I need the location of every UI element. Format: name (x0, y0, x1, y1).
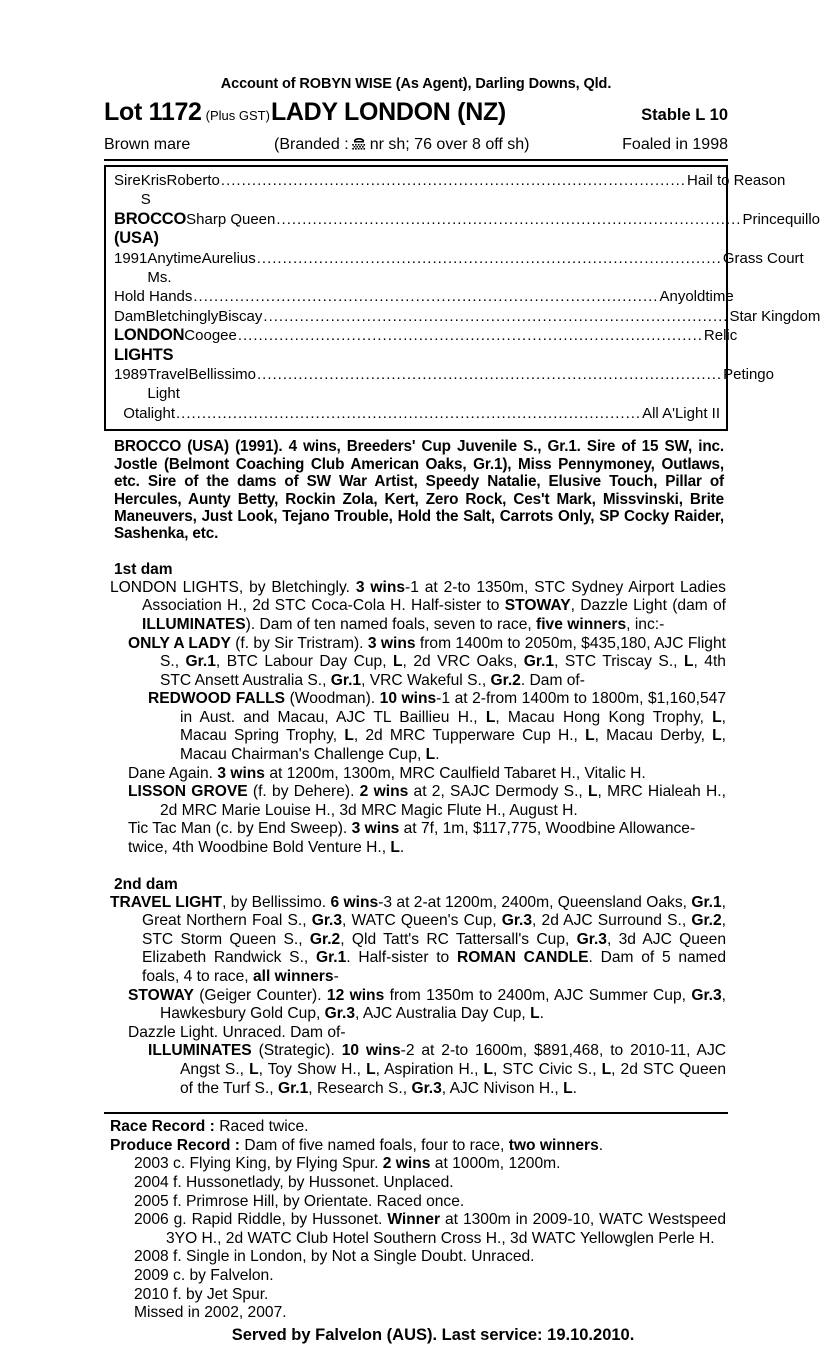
pedigree-cell-generation-1: LONDON LIGHTS (114, 326, 185, 364)
plus-gst-note: (Plus GST) (205, 108, 270, 123)
pedigree-cell-generation-3 (189, 365, 780, 404)
dot-leader: .......................................................................................... (263, 307, 729, 325)
pedigree-cell-generation-1 (106, 287, 114, 306)
pedigree-cell-generation-3 (114, 287, 740, 306)
brand-description (274, 134, 530, 154)
pedigree-cell-generation-1: 1991 (114, 249, 148, 267)
pedigree-parent-name: Aurelius (201, 249, 256, 267)
branded-prefix: (Branded : (274, 136, 349, 153)
produce-record-item: 2003 c. Flying King, by Flying Spur. 2 wins at 1000m, 1200m. (134, 1155, 561, 1173)
pedigree-entry: REDWOOD FALLS (Woodman). 10 wins-1 at 2-from 1400m to 1800m, $1,160,547 in Aust. and Macau, AJC TL Baillieu H., L, Macau Hong Kong Trophy, L, Macau Spring Trophy, L, 2d MRC Tupperware Cup H., L, Macau Derby, L, Macau Chairman's Challenge Cup, L. (148, 690, 727, 764)
dot-leader: .......................................................................................... (257, 366, 723, 384)
produce-record-line (104, 1137, 728, 1156)
pedigree-entry: LONDON LIGHTS, by Bletchingly. 3 wins-1 at 2-to 1350m, STC Sydney Airport Ladies Association H., 2d STC Coca-Cola H. Half-sister to STOWAY, Dazzle Light (dam of ILLUMINATES). Dam of ten named foals, seven to race, five winners, inc:- (110, 578, 726, 633)
dot-leader: .......................................................................................... (276, 210, 742, 228)
pedigree-cell-generation-3 (218, 307, 826, 326)
pedigree-cell-generation-3 (186, 210, 826, 249)
pedigree-cell-generation-2: Anytime Ms. (147, 249, 202, 287)
pedigree-parent-name: Coogee (184, 327, 237, 345)
records-section (104, 1112, 728, 1345)
pedigree-grandparent-name: Hail to Reason (686, 172, 786, 189)
produce-record-item: 2010 f. by Jet Spur. (134, 1285, 269, 1303)
pedigree-cell-generation-3 (202, 249, 810, 288)
first-dam-entries (104, 579, 728, 858)
dot-leader: .......................................................................................... (220, 172, 686, 189)
records-divider (104, 1112, 728, 1114)
pedigree-parent-name: Hold Hands (114, 288, 193, 306)
lot-title-line (104, 98, 728, 127)
produce-list (104, 1155, 728, 1322)
produce-record-value: Dam of five named foals, four to race, two winners. (244, 1136, 604, 1154)
first-dam-heading: 1st dam (114, 560, 173, 578)
pedigree-row (106, 307, 821, 326)
pedigree-parent-name: Bellissimo (188, 366, 257, 384)
pedigree-row (106, 365, 774, 404)
pedigree-entry: TRAVEL LIGHT, by Bellissimo. 6 wins-3 at 2-at 1200m, 2400m, Queensland Oaks, Gr.1, Great Northern Foal S., Gr.3, WATC Queen's Cup, Gr.3, 2d AJC Surround S., Gr.2, STC Storm Queen S., Gr.2, Qld Tatt's RC Tattersall's Cup, Gr.3, 3d AJC Queen Elizabeth Randwick S., Gr.1. Half-sister to ROMAN CANDLE. Dam of 5 named foals, 4 to race, all winners- (110, 893, 727, 985)
pedigree-entry: Dane Again. 3 wins at 1200m, 1300m, MRC Caulfield Tabaret H., Vitalic H. (128, 764, 646, 782)
pedigree-grandparent-name: Star Kingdom (729, 307, 821, 325)
race-record-label: Race Record : (110, 1118, 215, 1136)
branded-suffix: nr sh; 76 over 8 off sh) (369, 136, 530, 153)
pedigree-grandparent-name: Relic (703, 327, 738, 345)
pedigree-grandparent-name: Anyoldtime (659, 288, 734, 306)
pedigree-cell-generation-3 (123, 404, 726, 423)
pedigree-cell-generation-1: 1989 (114, 366, 148, 384)
horse-description-line (104, 134, 728, 154)
foaled-year: Foaled in 1998 (622, 136, 728, 153)
pedigree-row (106, 326, 738, 365)
pedigree-cell-generation-2: Bletchingly (145, 307, 219, 325)
account-line: Account of ROBYN WISE (As Agent), Darling Downs, Qld. (220, 76, 612, 92)
pedigree-parent-name: Otalight (123, 404, 175, 422)
produce-record-label: Produce Record : (110, 1136, 240, 1154)
pedigree-cell-generation-1: Dam (114, 307, 146, 325)
catalogue-page (104, 0, 821, 1345)
pedigree-row (106, 404, 726, 423)
race-record-line (104, 1118, 728, 1137)
horse-brand-symbol-icon (351, 136, 368, 151)
pedigree-row (106, 249, 804, 288)
sire-summary-paragraph: BROCCO (USA) (1991). 4 wins, Breeders' Cup Juvenile S., Gr.1. Sire of 15 SW, inc. Jostle (Belmont Coaching Club American Oaks, Gr.1), Miss Pennymoney, Outlaws, etc. Sire of the dams of SW War Artist, Speedy Natalie, Elusive Touch, Pillar of Hercules, Aunty Betty, Rockin Zola, Kert, Zero Rock, Ces't Mark, Missvinski, Brite Maneuvers, Just Look, Tejano Trouble, Hold the Salt, Carrots Only, SP Cocky Raider, Sashenka, etc. (114, 438, 724, 543)
pedigree-cell-generation-3 (184, 326, 743, 365)
produce-record-item: 2008 f. Single in London, by Not a Single Doubt. Unraced. (134, 1248, 535, 1266)
pedigree-cell-generation-2: Kris S (140, 172, 167, 209)
pedigree-cell-generation-1 (106, 404, 119, 423)
pedigree-entry: Dazzle Light. Unraced. Dam of- (128, 1023, 346, 1041)
served-by-line: Served by Falvelon (AUS). Last service: 19.10.2010. (231, 1325, 635, 1344)
pedigree-cell-generation-1: Sire (114, 172, 141, 189)
stable-label: Stable L 10 (641, 106, 728, 124)
dot-leader: .......................................................................................... (193, 288, 659, 306)
horse-name: LADY LONDON (NZ) (270, 98, 506, 126)
pedigree-entry: LISSON GROVE (f. by Dehere). 2 wins at 2, SAJC Dermody S., L, MRC Hialeah H., 2d MRC Marie Louise H., 3d MRC Magic Flute H., August H. (128, 783, 726, 819)
dot-leader: .......................................................................................... (176, 404, 642, 422)
dot-leader: .......................................................................................... (256, 249, 722, 267)
second-dam-entries (104, 894, 728, 1099)
pedigree-grandparent-name: Petingo (723, 366, 774, 384)
pedigree-cell-generation-1: BROCCO (USA) (114, 209, 187, 248)
produce-record-item: 2005 f. Primrose Hill, by Orientate. Raced once. (134, 1192, 465, 1210)
pedigree-row (106, 287, 734, 306)
colour-sex: Brown mare (104, 136, 191, 153)
second-dam-heading: 2nd dam (114, 875, 178, 893)
pedigree-grandparent-name: Grass Court (722, 249, 804, 267)
pedigree-row (106, 209, 820, 249)
pedigree-grandparent-name: All A'Light II (642, 404, 720, 422)
pedigree-parent-name: Roberto (166, 172, 220, 189)
pedigree-entry: ONLY A LADY (f. by Sir Tristram). 3 wins from 1400m to 2050m, $435,180, AJC Flight S., Gr.1, BTC Labour Day Cup, L, 2d VRC Oaks, Gr.1, STC Triscay S., L, 4th STC Ansett Australia S., Gr.1, VRC Wakeful S., Gr.2. Dam of- (128, 634, 726, 689)
header-divider (104, 159, 728, 161)
lot-number: Lot 1172 (104, 98, 202, 126)
pedigree-cell-generation-3 (167, 171, 792, 210)
pedigree-row (106, 171, 786, 210)
produce-record-item: 2009 c. by Falvelon. (134, 1266, 274, 1284)
produce-record-item: 2004 f. Hussonetlady, by Hussonet. Unplaced. (134, 1173, 454, 1191)
pedigree-entry: STOWAY (Geiger Counter). 12 wins from 1350m to 2400m, AJC Summer Cup, Gr.3, Hawkesbury Gold Cup, Gr.3, AJC Australia Day Cup, L. (128, 986, 727, 1023)
produce-record-item: Missed in 2002, 2007. (134, 1304, 287, 1322)
pedigree-grandparent-name: Princequillo (742, 210, 820, 228)
race-record-value: Raced twice. (219, 1118, 309, 1136)
pedigree-parent-name: Sharp Queen (186, 210, 276, 228)
produce-record-item: 2006 g. Rapid Riddle, by Hussonet. Winner at 1300m in 2009-10, WATC Westspeed 3YO H., 2d WATC Club Hotel Southern Cross H., 3d WATC Yellowglen Perle H. (134, 1211, 726, 1247)
pedigree-cell-generation-2: Travel Light (147, 366, 189, 403)
dot-leader: .......................................................................................... (237, 327, 703, 345)
pedigree-table (104, 165, 821, 431)
pedigree-entry: Tic Tac Man (c. by End Sweep). 3 wins at 7f, 1m, $117,775, Woodbine Allowance-twice, 4th Woodbine Bold Venture H., L. (128, 820, 696, 857)
pedigree-parent-name: Biscay (218, 307, 263, 325)
pedigree-entry: ILLUMINATES (Strategic). 10 wins-2 at 2-to 1600m, $891,468, to 2010-11, AJC Angst S., L, Toy Show H., L, Aspiration H., L, STC Civic S., L, 2d STC Queen of the Turf S., Gr.1, Research S., Gr.3, AJC Nivison H., L. (148, 1042, 726, 1097)
